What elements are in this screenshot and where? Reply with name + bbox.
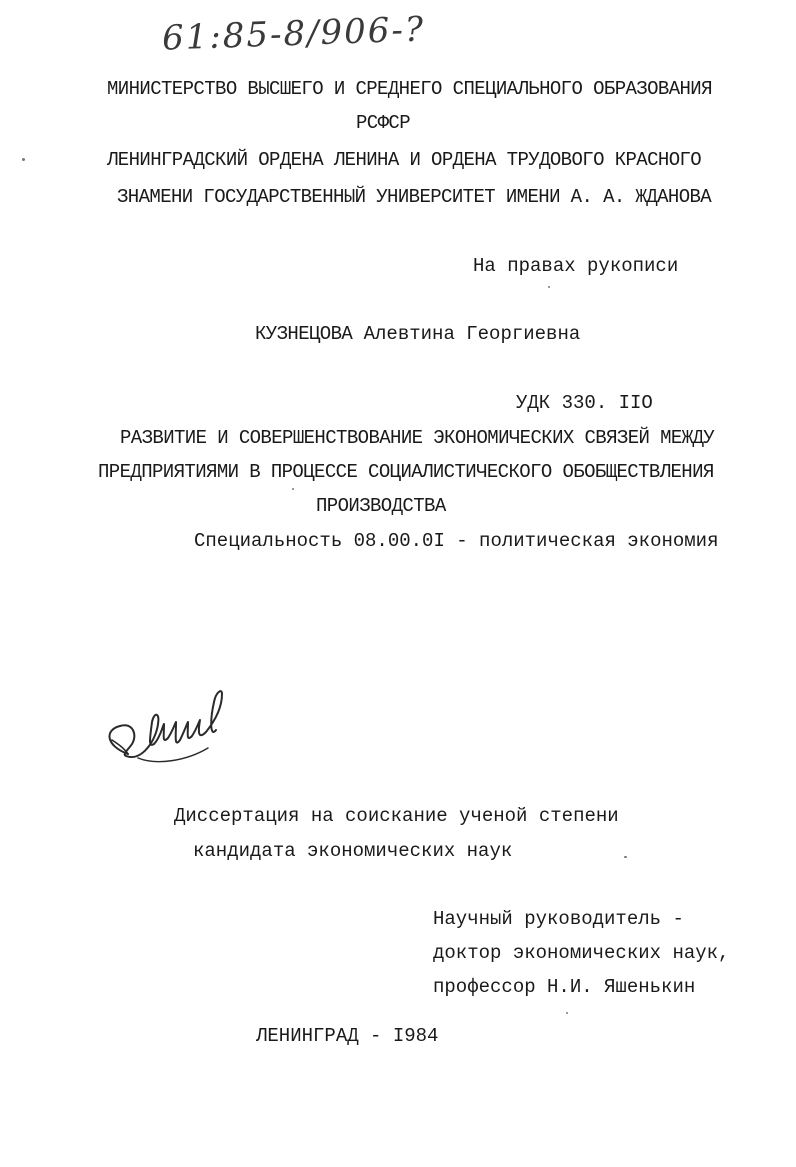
archive-number-handwritten: 61:85-8/906-?	[161, 9, 426, 59]
header-university-line2: ЗНАМЕНИ ГОСУДАРСТВЕННЫЙ УНИВЕРСИТЕТ ИМЕНИ А. А. ЖДАНОВА	[117, 186, 712, 208]
header-republic: РСФСР	[356, 112, 411, 134]
scan-speck	[624, 856, 627, 858]
header-ministry: МИНИСТЕРСТВО ВЫСШЕГО И СРЕДНЕГО СПЕЦИАЛЬНОГО ОБРАЗОВАНИЯ	[107, 78, 712, 100]
author-signature	[98, 682, 232, 772]
header-university-line1: ЛЕНИНГРАДСКИЙ ОРДЕНА ЛЕНИНА И ОРДЕНА ТРУДОВОГО КРАСНОГО	[107, 149, 702, 171]
author-name	[255, 322, 580, 346]
dissertation-line1: Диссертация на соискание ученой степени	[174, 805, 619, 827]
title-line1: РАЗВИТИЕ И СОВЕРШЕНСТВОВАНИЕ ЭКОНОМИЧЕСКИХ СВЯЗЕЙ МЕЖДУ	[120, 427, 715, 449]
author-given-names: Алевтина Георгиевна	[363, 323, 581, 345]
city-year: ЛЕНИНГРАД - I984	[256, 1025, 439, 1047]
author-surname: КУЗНЕЦОВА	[255, 323, 353, 345]
scan-speck	[548, 286, 550, 288]
scan-speck	[292, 488, 294, 490]
manuscript-rights: На правах рукописи	[473, 255, 679, 277]
specialty: Специальность 08.00.0I - политическая экономия	[194, 530, 719, 552]
scan-speck	[566, 1012, 568, 1014]
title-line3: ПРОИЗВОДСТВА	[316, 495, 446, 517]
title-line2: ПРЕДПРИЯТИЯМИ В ПРОЦЕССЕ СОЦИАЛИСТИЧЕСКОГО ОБОБЩЕСТВЛЕНИЯ	[98, 461, 714, 483]
scan-speck	[22, 158, 25, 161]
dissertation-line2: кандидата экономических наук	[193, 840, 513, 862]
supervisor-degree: доктор экономических наук,	[433, 942, 730, 964]
udc-code: УДК 330. IIO	[516, 392, 653, 414]
supervisor-role: Научный руководитель -	[433, 908, 684, 930]
supervisor-name: профессор Н.И. Яшенькин	[433, 976, 696, 998]
